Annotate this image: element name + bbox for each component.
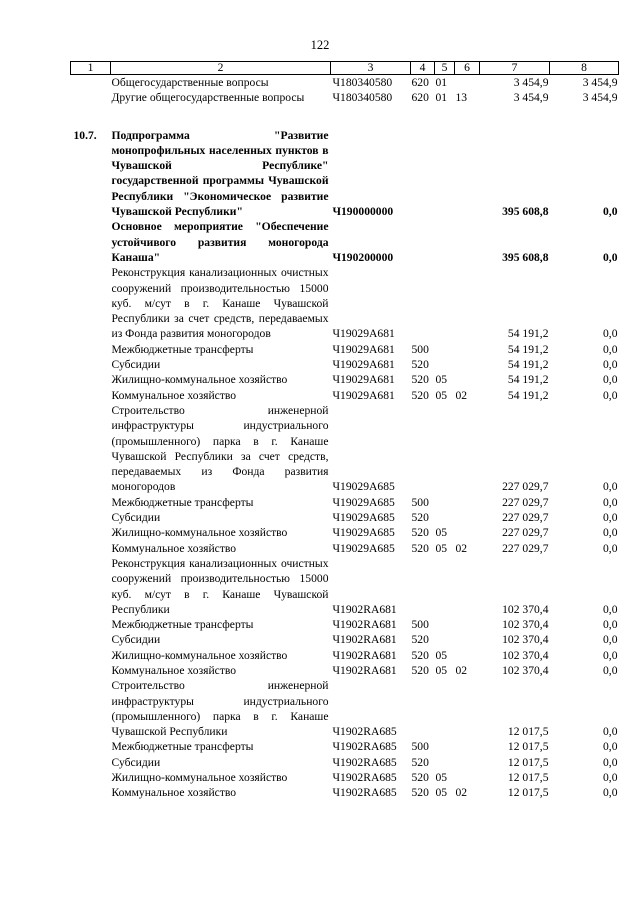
section	[435, 495, 455, 510]
subsection	[455, 106, 480, 220]
header-cell: 8	[550, 62, 619, 75]
table-row	[71, 388, 619, 403]
target-article-code: Ч1902RA681	[332, 618, 397, 632]
row-name: Субсидии	[111, 511, 161, 525]
table-row	[71, 106, 619, 220]
expense-type: 500	[411, 618, 429, 632]
row-name: Общегосударственные вопросы	[111, 76, 269, 89]
row-number	[71, 357, 111, 372]
amount-year-2: 0,0	[603, 495, 618, 509]
amount-year-1: 102 370,4	[502, 633, 549, 647]
subsection	[455, 678, 480, 739]
section	[435, 219, 455, 265]
table-row	[71, 663, 619, 678]
section: 05	[435, 771, 448, 785]
subsection: 02	[455, 541, 468, 555]
row-name: Коммунальное хозяйство	[111, 786, 237, 800]
target-article-code: Ч1902RA685	[332, 771, 397, 785]
subsection	[455, 265, 480, 341]
row-number	[71, 556, 111, 617]
section	[435, 342, 455, 357]
target-article-code: Ч19029А681	[332, 358, 395, 372]
subsection	[455, 372, 480, 387]
amount-year-1: 227 029,7	[502, 541, 549, 555]
row-number: 10.7.	[73, 128, 97, 142]
section: 05	[435, 663, 448, 677]
expense-type	[411, 403, 435, 495]
amount-year-2: 0,0	[603, 327, 618, 341]
row-name: Реконструкция канализационных очистных сооружений производительностью 15000 куб. м/сут в г. Канаше Чувашской Республики за счет средств, передаваемых из Фонда развития моногородов	[111, 266, 329, 341]
subsection	[455, 739, 480, 754]
expense-type: 620	[411, 76, 429, 89]
amount-year-2: 0,0	[603, 342, 618, 356]
amount-year-2: 0,0	[603, 511, 618, 525]
row-number	[71, 510, 111, 525]
row-number	[71, 663, 111, 678]
subsection	[455, 510, 480, 525]
section	[435, 678, 455, 739]
subsection	[455, 219, 480, 265]
row-number	[71, 495, 111, 510]
amount-year-2: 0,0	[603, 480, 618, 494]
table-row	[71, 495, 619, 510]
expense-type: 520	[411, 771, 429, 785]
table-row	[71, 617, 619, 632]
amount-year-2: 0,0	[603, 786, 618, 800]
amount-year-1: 102 370,4	[502, 648, 549, 662]
expense-type	[411, 678, 435, 739]
table-row	[71, 75, 619, 91]
page-number: 122	[310, 38, 330, 52]
table-row	[71, 525, 619, 540]
table-row	[71, 785, 619, 800]
amount-year-1: 12 017,5	[507, 786, 549, 800]
amount-year-2: 0,0	[603, 633, 618, 647]
target-article-code: Ч1902RA681	[332, 648, 397, 662]
row-name: Жилищно-коммунальное хозяйство	[111, 526, 288, 540]
row-name: Коммунальное хозяйство	[111, 541, 237, 555]
amount-year-1: 12 017,5	[507, 771, 549, 785]
table-row	[71, 357, 619, 372]
row-number	[71, 525, 111, 540]
amount-year-1: 54 191,2	[507, 373, 549, 387]
amount-year-1: 227 029,7	[502, 480, 549, 494]
amount-year-2: 0,0	[603, 648, 618, 662]
expense-type	[411, 265, 435, 341]
section: 05	[435, 786, 448, 800]
subsection	[455, 755, 480, 770]
section	[435, 556, 455, 617]
section	[435, 106, 455, 220]
row-name: Межбюджетные трансферты	[111, 740, 254, 754]
target-article-code: Ч1902RA685	[332, 755, 397, 769]
subsection: 02	[455, 663, 468, 677]
amount-year-1: 3 454,9	[513, 91, 549, 105]
section: 05	[435, 648, 448, 662]
header-cell: 1	[71, 62, 111, 75]
header-cell: 2	[111, 62, 331, 75]
section: 01	[435, 91, 448, 105]
subsection: 13	[455, 91, 468, 105]
amount-year-2: 0,0	[603, 250, 618, 264]
table-row	[71, 342, 619, 357]
row-name: Жилищно-коммунальное хозяйство	[111, 648, 288, 662]
table-row	[71, 541, 619, 556]
expense-type: 500	[411, 495, 429, 509]
table-row	[71, 265, 619, 341]
amount-year-1: 227 029,7	[502, 526, 549, 540]
section: 05	[435, 388, 448, 402]
row-name: Межбюджетные трансферты	[111, 495, 254, 509]
row-number	[71, 739, 111, 754]
row-name: Межбюджетные трансферты	[111, 342, 254, 356]
row-number	[71, 265, 111, 341]
row-name: Реконструкция канализационных очистных сооружений производительностью 15000 куб. м/сут в г. Канаше Чувашской Республики	[111, 556, 329, 616]
amount-year-2: 0,0	[603, 740, 618, 754]
section	[435, 755, 455, 770]
row-name: Субсидии	[111, 755, 161, 769]
table-row	[71, 90, 619, 105]
subsection	[455, 648, 480, 663]
expense-type: 520	[411, 633, 429, 647]
table-row	[71, 403, 619, 495]
row-name: Подпрограмма "Развитие монопрофильных населенных пунктов в Чувашской Республике" государственной программы Чувашской Республики "Экономическое развитие Чувашской Республики"	[111, 128, 329, 219]
amount-year-1: 54 191,2	[507, 358, 549, 372]
row-name: Коммунальное хозяйство	[111, 663, 237, 677]
subsection	[455, 75, 480, 91]
row-number	[71, 632, 111, 647]
expense-type: 520	[411, 541, 429, 555]
amount-year-1: 102 370,4	[502, 618, 549, 632]
table-row	[71, 770, 619, 785]
amount-year-2: 0,0	[603, 373, 618, 387]
amount-year-1: 12 017,5	[507, 725, 549, 739]
table-row	[71, 372, 619, 387]
expense-type: 520	[411, 755, 429, 769]
amount-year-2: 3 454,9	[582, 91, 618, 105]
row-number	[71, 342, 111, 357]
row-name: Строительство инженерной инфраструктуры индустриального (промышленного) парка в г. Канаше Чувашской Республики	[111, 679, 329, 739]
target-article-code: Ч180340580	[332, 76, 393, 89]
amount-year-2: 0,0	[603, 771, 618, 785]
expense-type: 520	[411, 648, 429, 662]
row-name: Субсидии	[111, 358, 161, 372]
expense-type: 520	[411, 358, 429, 372]
section	[435, 357, 455, 372]
amount-year-1: 12 017,5	[507, 755, 549, 769]
target-article-code: Ч1902RA681	[332, 602, 397, 616]
row-number	[71, 90, 111, 105]
target-article-code: Ч19029А681	[332, 342, 395, 356]
amount-year-1: 395 608,8	[502, 250, 549, 264]
target-article-code: Ч1902RA685	[332, 740, 397, 754]
row-number	[71, 785, 111, 800]
target-article-code: Ч1902RA685	[332, 725, 397, 739]
expense-type: 520	[411, 786, 429, 800]
target-article-code: Ч1902RA681	[332, 633, 397, 647]
amount-year-1: 54 191,2	[507, 388, 549, 402]
subsection	[455, 556, 480, 617]
amount-year-2: 0,0	[603, 755, 618, 769]
target-article-code: Ч19029А685	[332, 480, 395, 494]
section	[435, 617, 455, 632]
row-number	[71, 648, 111, 663]
target-article-code: Ч19029А681	[332, 327, 395, 341]
section: 05	[435, 373, 448, 387]
row-number	[71, 541, 111, 556]
subsection	[455, 357, 480, 372]
target-article-code: Ч19029А681	[332, 388, 395, 402]
header-cell: 6	[455, 62, 480, 75]
table-row	[71, 678, 619, 739]
subsection	[455, 525, 480, 540]
amount-year-2: 0,0	[603, 602, 618, 616]
section: 01	[435, 76, 448, 89]
expense-type: 500	[411, 342, 429, 356]
amount-year-2: 0,0	[603, 618, 618, 632]
amount-year-2: 0,0	[603, 663, 618, 677]
amount-year-1: 3 454,9	[513, 76, 549, 89]
subsection	[455, 617, 480, 632]
amount-year-2: 0,0	[603, 541, 618, 555]
subsection	[455, 495, 480, 510]
row-name: Жилищно-коммунальное хозяйство	[111, 373, 288, 387]
expense-type	[411, 556, 435, 617]
row-name: Жилищно-коммунальное хозяйство	[111, 771, 288, 785]
row-number	[71, 755, 111, 770]
section: 05	[435, 541, 448, 555]
expense-type: 520	[411, 388, 429, 402]
expense-type	[411, 219, 435, 265]
expense-type: 520	[411, 526, 429, 540]
amount-year-2: 0,0	[603, 358, 618, 372]
row-name: Субсидии	[111, 633, 161, 647]
amount-year-1: 12 017,5	[507, 740, 549, 754]
budget-table	[70, 61, 619, 801]
amount-year-1: 227 029,7	[502, 511, 549, 525]
section	[435, 265, 455, 341]
expense-type: 520	[411, 663, 429, 677]
amount-year-1: 54 191,2	[507, 327, 549, 341]
amount-year-2: 0,0	[603, 725, 618, 739]
target-article-code: Ч190200000	[332, 250, 394, 264]
row-number	[71, 388, 111, 403]
target-article-code: Ч1902RA685	[332, 786, 397, 800]
target-article-code: Ч190000000	[332, 205, 394, 219]
header-cell: 4	[411, 62, 435, 75]
row-number	[71, 219, 111, 265]
target-article-code: Ч19029А685	[332, 526, 395, 540]
table-row	[71, 739, 619, 754]
expense-type	[411, 106, 435, 220]
expense-type: 500	[411, 740, 429, 754]
amount-year-2: 0,0	[603, 205, 618, 219]
amount-year-1: 102 370,4	[502, 602, 549, 616]
header-cell: 3	[331, 62, 411, 75]
subsection	[455, 632, 480, 647]
amount-year-2: 0,0	[603, 388, 618, 402]
target-article-code: Ч1902RA681	[332, 663, 397, 677]
table-row	[71, 219, 619, 265]
header-cell: 5	[435, 62, 455, 75]
row-number	[71, 75, 111, 91]
expense-type: 520	[411, 373, 429, 387]
row-number	[71, 372, 111, 387]
table-body	[71, 75, 619, 801]
target-article-code: Ч19029А685	[332, 541, 395, 555]
amount-year-2: 3 454,9	[582, 76, 618, 89]
section: 05	[435, 526, 448, 540]
table-row	[71, 510, 619, 525]
amount-year-1: 54 191,2	[507, 342, 549, 356]
amount-year-1: 227 029,7	[502, 495, 549, 509]
row-name: Другие общегосударственные вопросы	[111, 91, 305, 105]
table-row	[71, 648, 619, 663]
expense-type: 620	[411, 91, 429, 105]
target-article-code: Ч180340580	[332, 91, 393, 105]
subsection	[455, 342, 480, 357]
table-row	[71, 632, 619, 647]
header-row	[71, 62, 619, 75]
amount-year-1: 102 370,4	[502, 663, 549, 677]
subsection	[455, 770, 480, 785]
amount-year-1: 395 608,8	[502, 205, 549, 219]
row-number	[71, 770, 111, 785]
subsection: 02	[455, 786, 468, 800]
row-number	[71, 617, 111, 632]
section	[435, 632, 455, 647]
target-article-code: Ч19029А685	[332, 495, 395, 509]
target-article-code: Ч19029А685	[332, 511, 395, 525]
row-number	[71, 403, 111, 495]
row-name: Коммунальное хозяйство	[111, 388, 237, 402]
table-row	[71, 556, 619, 617]
header-cell: 7	[480, 62, 550, 75]
target-article-code: Ч19029А681	[332, 373, 395, 387]
expense-type: 520	[411, 511, 429, 525]
table-row	[71, 755, 619, 770]
row-number	[71, 678, 111, 739]
section	[435, 510, 455, 525]
section	[435, 403, 455, 495]
subsection: 02	[455, 388, 468, 402]
row-name: Основное мероприятие "Обеспечение устойчивого развития моногорода Канаша"	[111, 220, 329, 264]
subsection	[455, 403, 480, 495]
row-name: Строительство инженерной инфраструктуры индустриального (промышленного) парка в г. Канаше Чувашской Республики за счет средств, передаваемых из Фонда развития моногородов	[111, 403, 329, 494]
amount-year-2: 0,0	[603, 526, 618, 540]
row-name: Межбюджетные трансферты	[111, 618, 254, 632]
section	[435, 739, 455, 754]
